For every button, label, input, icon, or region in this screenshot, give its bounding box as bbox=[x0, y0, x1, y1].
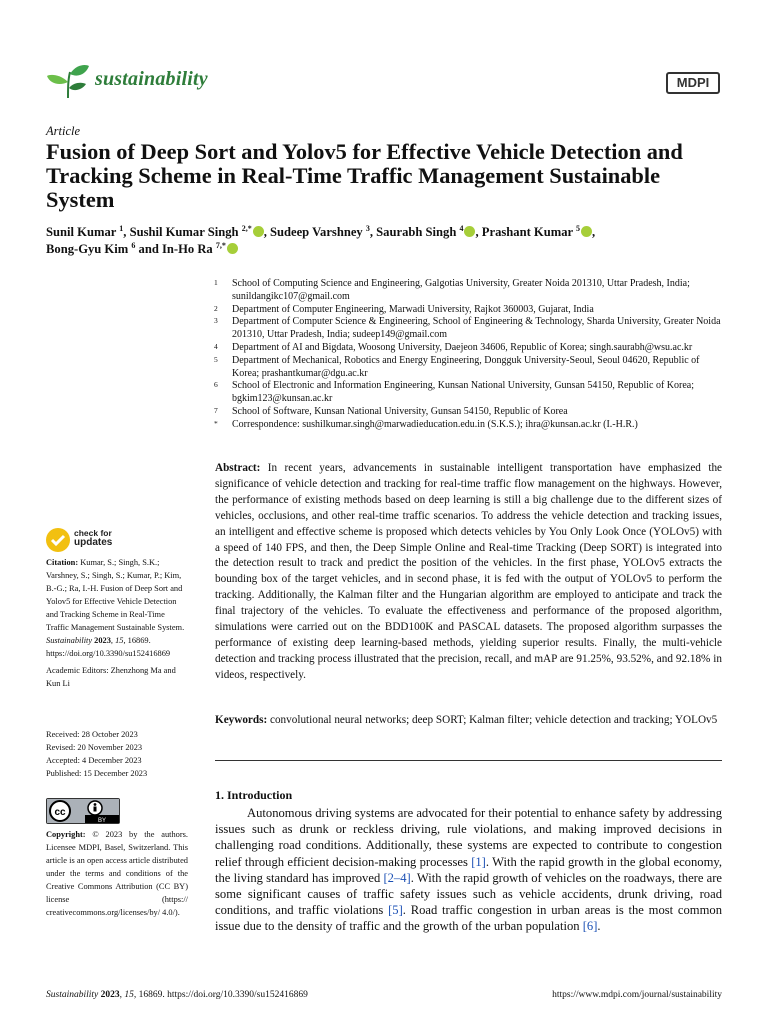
author-list: Sunil Kumar $^1$, Sushil Kumar Singh $^{2,*}$ , Sudeep Varshney $^3$, Saurabh Singh $^4$ , Prashant Kumar $^5$ , Bong-Gyu Kim $^6$ and In-Ho Ra $^{7,*}$ bbox=[46, 223, 596, 256]
keywords: Keywords: convolutional neural networks; deep SORT; Kalman filter; vehicle detection and tracking; YOLOv5 bbox=[215, 714, 718, 726]
affiliation-item: 5 Department of Mechanical, Robotics and Energy Engineering, Dongguk University-Seoul, Seoul 04620, Republic of Korea; prashantkumar@dgu.ac.kr bbox=[214, 354, 700, 379]
affiliation-item: * Correspondence: sushilkumar.singh@marwadieducation.edu.in (S.K.S.); ihra@kunsan.ac.kr (I.-H.R.) bbox=[214, 418, 638, 430]
article-dates bbox=[46, 728, 188, 780]
author-name: In-Ho Ra $^{7,*}$ bbox=[162, 242, 238, 256]
accepted-date: Accepted: 4 December 2023 bbox=[46, 756, 142, 765]
citation-doi-link[interactable]: , 16869. https://doi.org/10.3390/su152416869 bbox=[46, 636, 171, 658]
check-updates-button[interactable]: check for updates bbox=[74, 528, 113, 548]
orcid-icon[interactable] bbox=[227, 243, 238, 254]
published-date: Published: 15 December 2023 bbox=[46, 769, 148, 778]
affiliations bbox=[214, 278, 724, 432]
journal-name: sustainability bbox=[95, 68, 208, 90]
abstract: Abstract: In recent years, advancements in sustainable intelligent transportation have emphasized the significance of vehicle detection and tracking for real-time traffic flow management on the highways. However, the performance of existing methods based on deep learning is still a big challenge due to the different sizes of vehicles, occlusions, and other real-time traffic scenarios. To address the vehicle detection and tracking issues, an intelligent and effective scheme is proposed which detects vehicles by You Only Look Once (YOLOv5) with a speed of 140 FPS, and then, the Deep Simple Online and Real-time Tracking (Deep SORT) is integrated into the detection result to track and predict the position of the vehicles. In the first phase, YOLOv5 extracts the bounding box of the target vehicles, and in second phase, it is fed with the output of YOLOv5 to perform the tracking. Additionally, the Kalman filter and the Hungarian algorithm are employed to anticipate and track the final trajectory of the vehicles. To evaluate the effectiveness and performance of the proposed algorithm, simulations were carried out on the BDD100K and PASCAL datasets. The proposed algorithm surpasses the performance of existing deep learning-based methods, yielding superior results. Finally, the multi-vehicle detection and tracking process illustrated that the precision, recall, and mAP are 91.25%, 93.52%, and 92.18% in videos, respectively. bbox=[215, 462, 723, 681]
received-date: Received: 28 October 2023 bbox=[46, 730, 138, 739]
affiliation-item: 6 School of Electronic and Information Engineering, Kunsan National University, Gunsan 54150, Republic of Korea; bgkim123@kunsan.ac.kr bbox=[214, 380, 695, 405]
footer-citation: Sustainability 2023, 15, 16869. https://doi.org/10.3390/su152416869 bbox=[46, 990, 308, 1000]
academic-editors: Academic Editors: Zhenzhong Ma and Kun Li bbox=[46, 666, 176, 688]
publisher-logo: MDPI bbox=[666, 72, 720, 94]
author-name: Sudeep Varshney $^3$ bbox=[269, 223, 370, 239]
check-updates-icon[interactable] bbox=[46, 528, 70, 552]
reference-link[interactable]: [6] bbox=[582, 919, 598, 934]
author-name: Sushil Kumar Singh $^{2,*}$ bbox=[130, 225, 264, 239]
author-name: Bong-Gyu Kim $^6$ bbox=[46, 240, 136, 256]
affiliation-item: 2 Department of Computer Engineering, Marwadi University, Rajkot 360003, Gujarat, India bbox=[214, 303, 594, 315]
paper-title: Fusion of Deep Sort and Yolov5 for Effective Vehicle Detection and Tracking Scheme in Real-Time Traffic Management Sustainable System bbox=[46, 139, 683, 212]
affiliation-item: 7 School of Software, Kunsan National University, Gunsan 54150, Republic of Korea bbox=[214, 405, 568, 417]
reference-link[interactable]: [1] bbox=[471, 854, 486, 869]
journal-logo-icon bbox=[46, 60, 90, 100]
cc-by-license-icon[interactable] bbox=[46, 798, 120, 824]
reference-link[interactable]: [2–4] bbox=[383, 870, 411, 885]
cc-by-label: BY bbox=[97, 818, 107, 823]
affiliation-item: 1 School of Computing Science and Engineering, Galgotias University, Greater Noida 201310, Uttar Pradesh, India; sunildangikc107@gmail.com bbox=[214, 278, 690, 302]
section-title: 1. Introduction bbox=[215, 788, 293, 802]
copyright-notice: Copyright: © 2023 by the authors. Licensee MDPI, Basel, Switzerland. This article is an open access article distributed under the terms and conditions of the Creative Commons Attribution (CC BY) license (https:// creativecommons.org/licenses/by/ 4.0/). bbox=[46, 830, 189, 917]
revised-date: Revised: 20 November 2023 bbox=[46, 743, 143, 752]
affiliation-item: 3 Department of Computer Science & Engineering, School of Engineering & Technology, Sharda University, Greater Noida 201310, Uttar Pradesh, India; sudeep149@gmail.com bbox=[214, 316, 721, 341]
citation-block: Citation: Kumar, S.; Singh, S.K.; Varshney, S.; Singh, S.; Kumar, P.; Kim, B.-G.; Ra, I.-H. Fusion of Deep Sort and Yolov5 for Effective Vehicle Detection and Tracking Scheme in Real-Time Traffic Management Sustainable System. Sustainability 2023, 15, 16869. https://doi.org/10.3390/su152416869 bbox=[46, 558, 185, 658]
section-divider bbox=[215, 760, 722, 761]
orcid-icon[interactable] bbox=[464, 226, 475, 237]
intro-paragraph: Autonomous driving systems are advocated for their potential to enhance safety by addressing issues such as drunk or reckless driving, rule violations, and making improved decisions in challenging road conditions. Additionally, these systems are expected to contribute to congestion relief through efficient decision-making processes [1]. With the rapid growth in the global economy, the living standard has improved [2–4]. With the rapid growth of vehicles on the roadways, there are some significant causes of traffic safety issues such as vehicle accidents, drunk driving, road conditions, and traffic violations [5]. Road traffic congestion in urban areas is the most common issue due to the density of traffic and the growth of the urban population [6]. bbox=[215, 806, 723, 934]
reference-link[interactable]: [5] bbox=[388, 903, 403, 918]
author-name: Sunil Kumar $^1$ bbox=[46, 223, 124, 239]
author-name: Saurabh Singh $^4$ bbox=[376, 225, 475, 239]
svg-text:cc: cc bbox=[54, 807, 66, 818]
article-type: Article bbox=[46, 124, 81, 138]
orcid-icon[interactable] bbox=[581, 226, 592, 237]
footer-doi-link[interactable]: , 16869. https://doi.org/10.3390/su152416869 bbox=[133, 990, 308, 1000]
orcid-icon[interactable] bbox=[253, 226, 264, 237]
affiliation-item: 4 Department of AI and Bigdata, Woosong University, Daejeon 34606, Republic of Korea; singh.saurabh@wsu.ac.kr bbox=[214, 341, 693, 353]
footer-journal-url[interactable]: https://www.mdpi.com/journal/sustainability bbox=[552, 990, 722, 1000]
author-name: Prashant Kumar $^5$ bbox=[482, 225, 592, 239]
